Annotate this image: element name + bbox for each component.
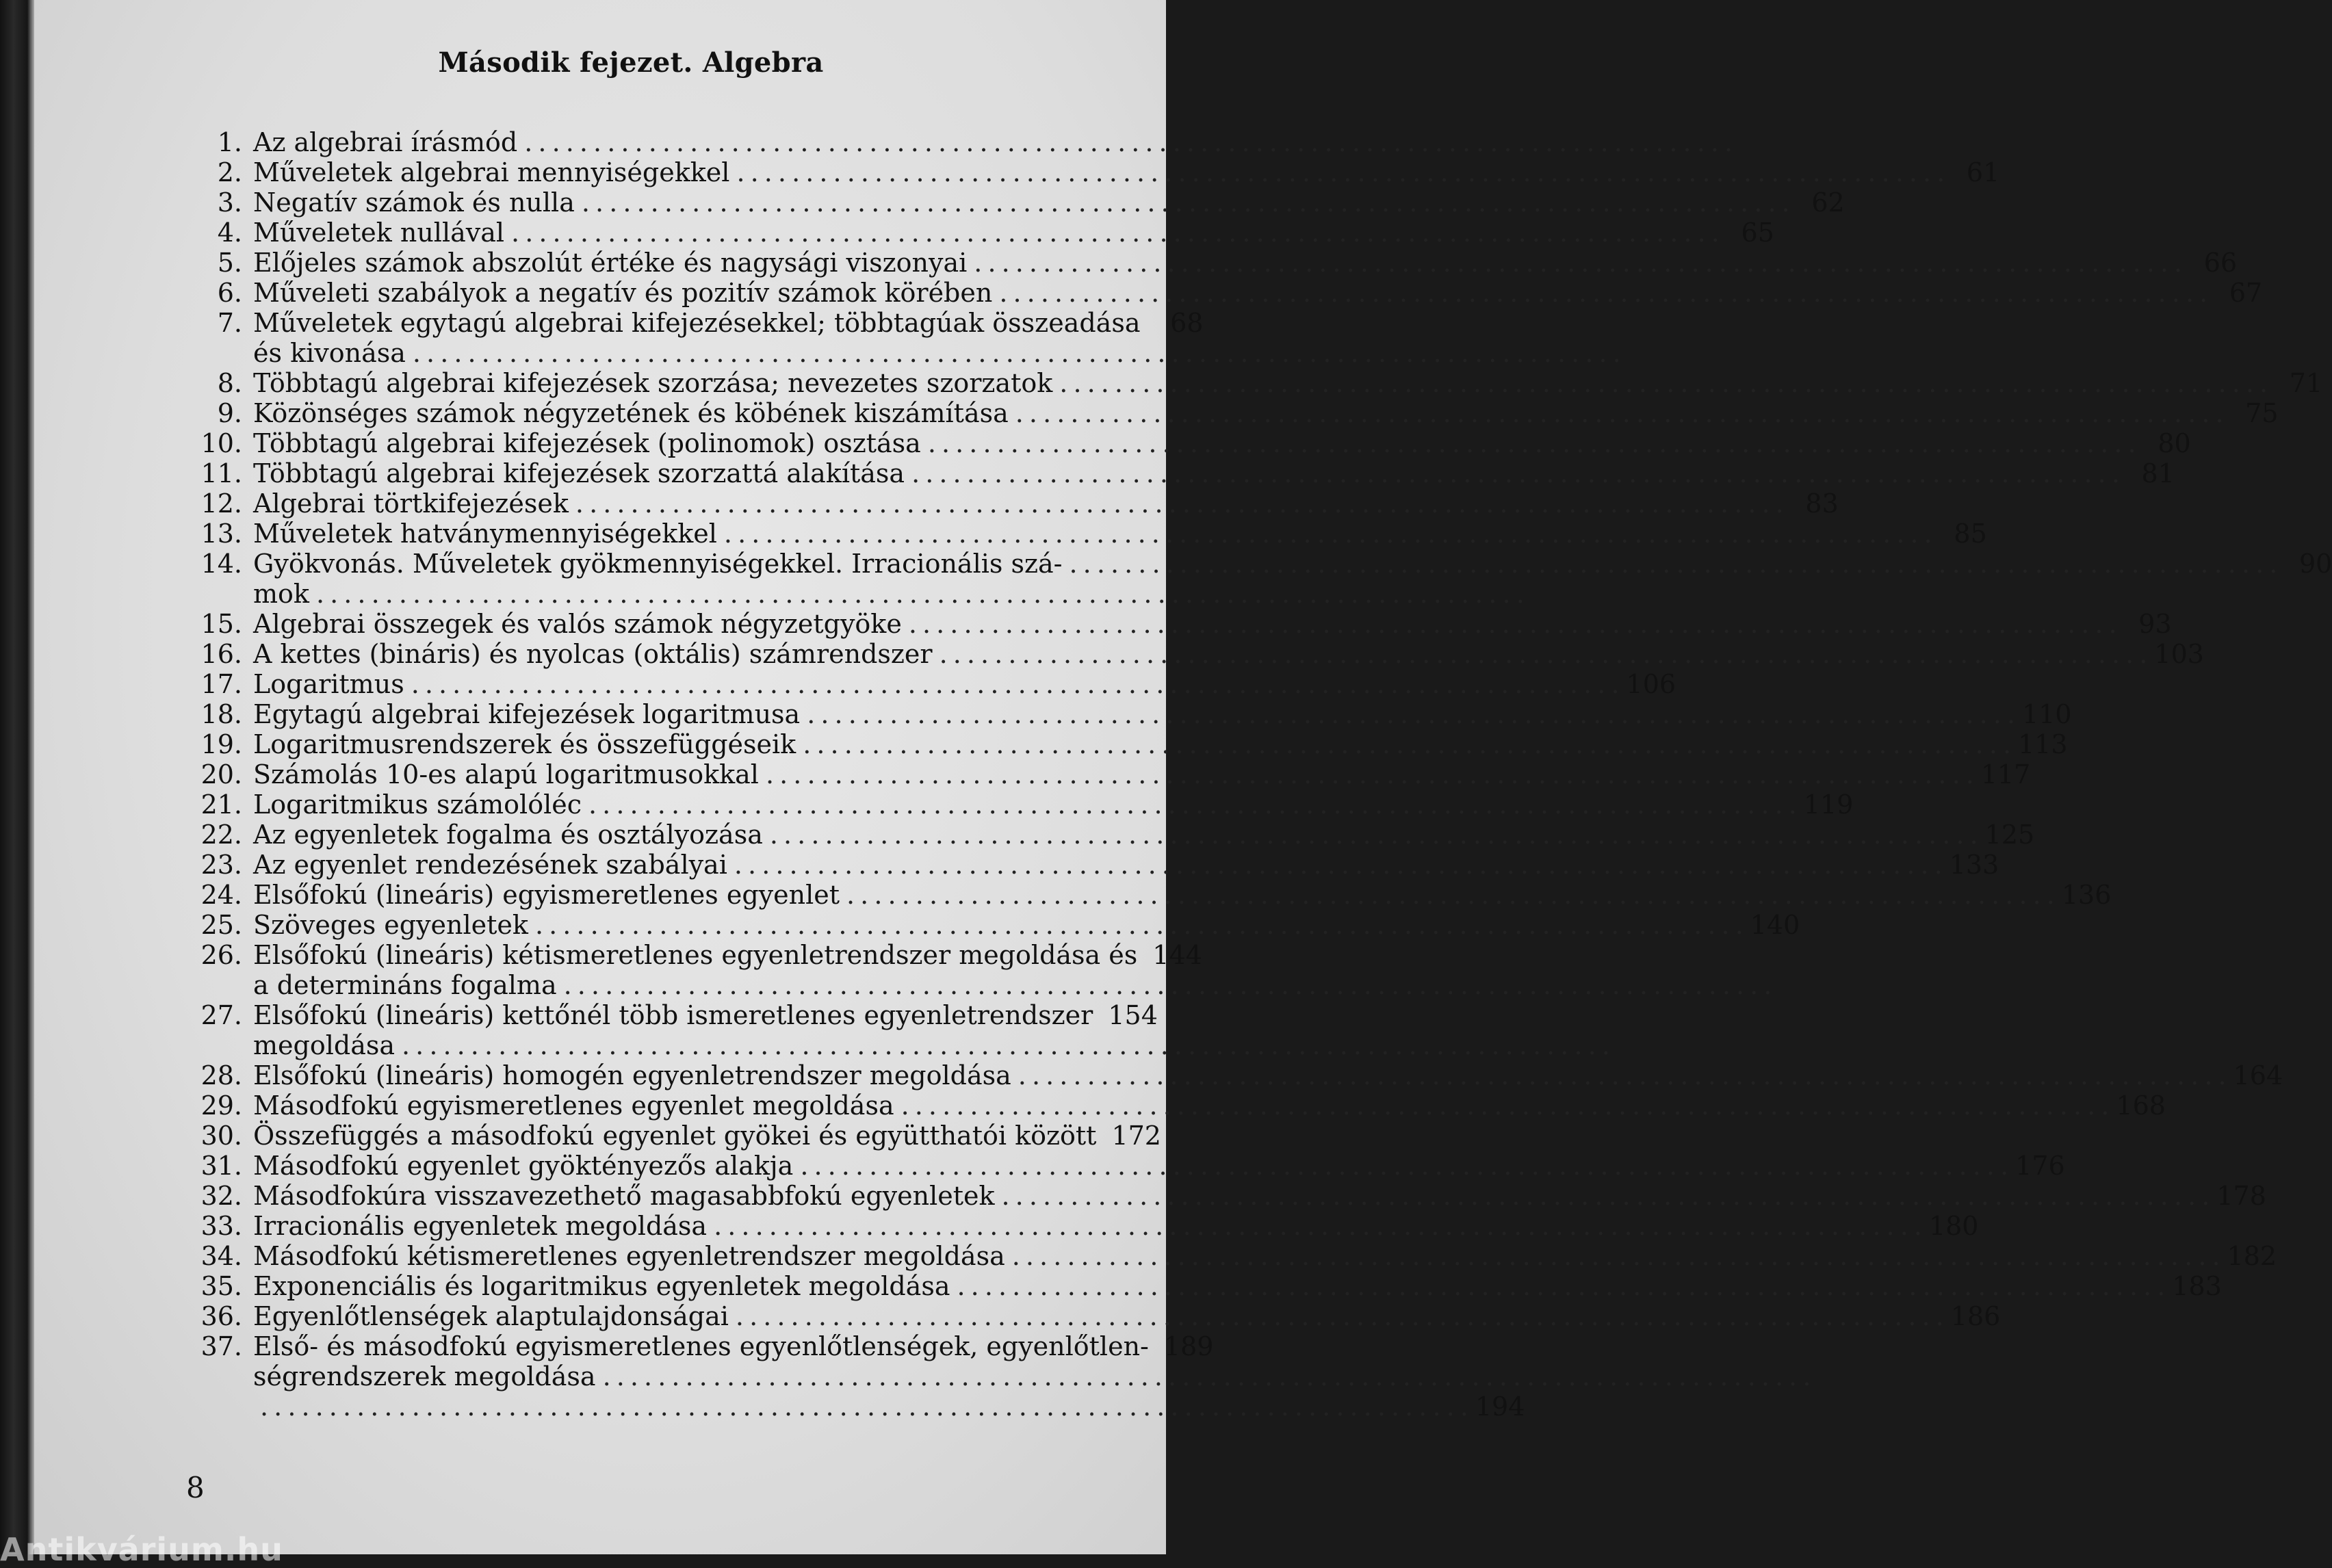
toc-entry-number: 31.	[200, 1151, 242, 1181]
toc-entry-number: 32.	[200, 1181, 242, 1211]
toc-entry	[178, 789, 1854, 820]
toc-entry	[178, 1121, 1161, 1151]
dot-leader	[846, 880, 2054, 910]
toc-entry-line	[178, 218, 1774, 248]
toc-entry	[178, 1090, 2166, 1121]
toc-entry-page: 194	[1475, 1391, 1525, 1422]
book-page	[34, 0, 2332, 1554]
watermark: Antikvárium.hu	[0, 1531, 283, 1568]
toc-entry	[178, 609, 2172, 639]
toc-entry-number: 22.	[200, 820, 242, 850]
dot-leader	[1002, 1181, 2209, 1211]
toc-entry-line	[178, 519, 1987, 549]
toc-entry-page: 90	[2298, 549, 2332, 579]
toc-entry-line	[178, 428, 2191, 458]
toc-entry-page: 140	[1750, 910, 1800, 940]
dot-leader	[974, 248, 2181, 278]
dot-leader	[564, 970, 1771, 1000]
toc-entry-page: 125	[1984, 820, 2035, 850]
toc-entry-line	[178, 1000, 1158, 1030]
toc-entry-title: Logaritmus	[253, 669, 404, 699]
toc-entry	[178, 278, 2263, 308]
toc-entry-line	[178, 1090, 2166, 1121]
toc-entry-line	[178, 1121, 1161, 1151]
toc-entry-number: 24.	[200, 880, 242, 910]
toc-entry-title: Számolás 10-es alapú logaritmusokkal	[253, 759, 759, 789]
toc-entry	[178, 669, 1676, 699]
page-number: 8	[186, 1471, 205, 1504]
dot-leader	[316, 579, 1523, 609]
toc-entry-number: 19.	[200, 729, 242, 759]
toc-entry	[178, 1271, 2222, 1301]
toc-entry-title: Műveleti szabályok a negatív és pozitív számok körében	[253, 278, 993, 308]
toc-entry-title: Másodfokúra visszavezethető magasabbfokú egyenletek	[253, 1181, 995, 1211]
toc-entry-number: 20.	[200, 759, 242, 789]
toc-entry-page: 80	[2158, 428, 2191, 458]
toc-entry	[178, 127, 1136, 157]
dot-leader	[999, 278, 2206, 308]
toc-entry-title: Első- és másodfokú egyismeretlenes egyenlőtlenségek, egyenlőtlen-	[253, 1331, 1149, 1361]
toc-entry-number: 27.	[200, 1000, 242, 1030]
toc-entry	[178, 218, 1774, 248]
toc-entry-page: 176	[2015, 1151, 2065, 1181]
toc-entry-number: 28.	[200, 1060, 242, 1090]
toc-entry-page: 180	[1928, 1211, 1979, 1241]
toc-entry-number: 3.	[217, 187, 242, 218]
dot-leader	[800, 1151, 2007, 1181]
toc-entry-page: 65	[1741, 218, 1774, 248]
toc-entry	[178, 910, 1800, 940]
toc-entry-line	[178, 1151, 2065, 1181]
toc-entry-title: Negatív számok és nulla	[253, 187, 575, 218]
toc-entry-continuation	[178, 1030, 1136, 1060]
toc-entry-continuation	[178, 970, 1136, 1000]
toc-entry-title-continuation: ségrendszerek megoldása	[253, 1361, 596, 1391]
toc-entry-title: Közönséges számok négyzetének és köbének kiszámítása	[253, 398, 1009, 428]
toc-entry-number: 37.	[200, 1331, 242, 1361]
toc-entry-page: 67	[2229, 278, 2263, 308]
toc-entry-number: 2.	[217, 157, 242, 187]
toc-entry-line	[178, 127, 1136, 157]
toc-entry	[178, 519, 1987, 549]
toc-entry-page: 117	[1980, 759, 2031, 789]
toc-entry	[178, 1391, 1525, 1422]
toc-entry-page: 103	[2154, 639, 2204, 669]
dot-leader	[402, 1030, 1609, 1060]
toc-entry-number: 36.	[200, 1301, 242, 1331]
dot-leader	[736, 1301, 1943, 1331]
dot-leader	[260, 1391, 1467, 1422]
toc-entry-number: 35.	[200, 1271, 242, 1301]
toc-entry-number: 18.	[200, 699, 242, 729]
toc-entry	[178, 398, 2279, 428]
toc-entry-number: 15.	[200, 609, 242, 639]
toc-entry	[178, 880, 2112, 910]
toc-entry-page: 168	[2116, 1090, 2166, 1121]
toc-entry-title: Elsőfokú (lineáris) egyismeretlenes egyenlet	[253, 880, 840, 910]
toc-entry-number: 11.	[200, 458, 242, 488]
toc-entry-number: 4.	[217, 218, 242, 248]
toc-entry-number: 8.	[217, 368, 242, 398]
dot-leader	[909, 609, 2116, 639]
toc-entry-title: Algebrai összegek és valós számok négyzetgyöke	[253, 609, 902, 639]
toc-entry-page: 66	[2203, 248, 2238, 278]
toc-entry-title: Gyökvonás. Műveletek gyökmennyiségekkel. Irracionális szá-	[253, 549, 1063, 579]
dot-leader	[940, 639, 2147, 669]
dot-leader	[736, 157, 1943, 187]
toc-entry-line	[178, 278, 2263, 308]
toc-entry-title: Algebrai törtkifejezések	[253, 488, 569, 519]
toc-entry-line	[178, 699, 2072, 729]
toc-entry	[178, 639, 2204, 669]
toc-entry-title: Az egyenletek fogalma és osztályozása	[253, 820, 763, 850]
dot-leader	[724, 519, 1931, 549]
toc-entry-title: Többtagú algebrai kifejezések szorzása; nevezetes szorzatok	[253, 368, 1053, 398]
toc-entry-line	[178, 940, 1202, 970]
toc-entry-title: Műveletek egytagú algebrai kifejezésekkel; többtagúak összeadása	[253, 308, 1141, 338]
toc-entry-page: 106	[1626, 669, 1676, 699]
dot-leader	[901, 1090, 2108, 1121]
toc-entry-continuation	[178, 1361, 1136, 1391]
dot-leader	[714, 1211, 1921, 1241]
dot-leader	[575, 488, 1783, 519]
toc-entry-title: Irracionális egyenletek megoldása	[253, 1211, 708, 1241]
toc-entry-title: Elsőfokú (lineáris) homogén egyenletrendszer megoldása	[253, 1060, 1011, 1090]
toc-entry	[178, 820, 2035, 850]
toc-entry-number: 29.	[200, 1090, 242, 1121]
toc-entry-line	[178, 308, 1204, 338]
toc-entry-line	[178, 1181, 2266, 1211]
toc-entry-title: Elsőfokú (lineáris) kétismeretlenes egyenletrendszer megoldása és	[253, 940, 1138, 970]
toc-entry-line	[178, 850, 1999, 880]
dot-leader	[1015, 398, 2223, 428]
toc-entry-title: Elsőfokú (lineáris) kettőnél több ismeretlenes egyenletrendszer	[253, 1000, 1093, 1030]
dot-leader	[511, 218, 1718, 248]
toc-entry-title: Összefüggés a másodfokú egyenlet gyökei és együtthatói között	[253, 1121, 1097, 1151]
toc-entry-title: Műveletek nullával	[253, 218, 505, 248]
toc-entry	[178, 488, 1839, 519]
toc-entry-line	[178, 729, 2068, 759]
dot-leader	[535, 910, 1742, 940]
toc-entry-title-continuation: és kivonása	[253, 338, 406, 368]
toc-entry-line	[178, 398, 2279, 428]
toc-entry-line	[178, 488, 1839, 519]
toc-entry-line	[178, 1271, 2222, 1301]
toc-entry-page: 81	[2141, 458, 2175, 488]
toc-entry-title: Másodfokú egyenlet gyöktényezős alakja	[253, 1151, 794, 1181]
toc-entry-title: Másodfokú kétismeretlenes egyenletrendszer megoldása	[253, 1241, 1005, 1271]
dot-leader	[603, 1361, 1810, 1391]
toc-entry-title: Logaritmikus számolóléc	[253, 789, 582, 820]
toc-entry-title: Szöveges egyenletek	[253, 910, 528, 940]
toc-entry-title: Egyenlőtlenségek alaptulajdonságai	[253, 1301, 729, 1331]
toc-entry-number: 33.	[200, 1211, 242, 1241]
toc-entry-line	[178, 549, 2332, 579]
toc-entry-number: 16.	[200, 639, 242, 669]
toc-entry	[178, 850, 1999, 880]
toc-entry	[178, 1060, 2283, 1090]
toc-entry-line	[178, 248, 2238, 278]
dot-leader	[911, 458, 2119, 488]
toc-entry	[178, 759, 2031, 789]
toc-entry-continuation	[178, 338, 1136, 368]
toc-entry-title: Logaritmusrendszerek és összefüggéseik	[253, 729, 796, 759]
toc-entry-title-continuation: a determináns fogalma	[253, 970, 557, 1000]
toc-entry-number: 13.	[200, 519, 242, 549]
toc-entry-title: Egytagú algebrai kifejezések logaritmusa	[253, 699, 801, 729]
toc-entry-number: 17.	[200, 669, 242, 699]
dot-leader	[803, 729, 2010, 759]
toc-entry-line	[178, 669, 1676, 699]
toc-entry-title: Exponenciális és logaritmikus egyenletek megoldása	[253, 1271, 950, 1301]
toc-entry-page: 110	[2022, 699, 2072, 729]
toc-entry-line	[178, 1331, 1214, 1361]
toc-entry-page: 133	[1949, 850, 1999, 880]
toc-entry	[178, 428, 2191, 458]
dot-leader	[734, 850, 1941, 880]
dot-leader	[413, 338, 1620, 368]
toc-entry	[178, 1301, 2001, 1331]
toc-entry	[178, 1000, 1158, 1060]
dot-leader	[1059, 368, 2266, 398]
toc-entry	[178, 1151, 2065, 1181]
toc-entry-number: 12.	[200, 488, 242, 519]
toc-entry-number: 26.	[200, 940, 242, 970]
toc-entry-page: 75	[2245, 398, 2279, 428]
toc-entry	[178, 699, 2072, 729]
toc-entry-title-continuation: megoldása	[253, 1030, 396, 1060]
toc-entry-line	[178, 1391, 1525, 1422]
toc-entry-page: 189	[1163, 1331, 1214, 1361]
toc-entry-page: 172	[1111, 1121, 1161, 1151]
table-of-contents	[178, 127, 2332, 1422]
toc-entry	[178, 187, 1845, 218]
dot-leader	[588, 789, 1796, 820]
toc-entry-line	[178, 187, 1845, 218]
toc-entry-page: 68	[1170, 308, 1204, 338]
toc-entry	[178, 729, 2068, 759]
toc-entry-page: 85	[1954, 519, 1987, 549]
toc-entry	[178, 458, 2175, 488]
toc-entry-line	[178, 1241, 2277, 1271]
toc-entry-page: 154	[1108, 1000, 1158, 1030]
toc-entry-number: 10.	[200, 428, 242, 458]
dot-leader	[807, 699, 2014, 729]
toc-entry-number: 14.	[200, 549, 242, 579]
toc-entry	[178, 549, 2332, 609]
toc-entry-line	[178, 157, 2000, 187]
toc-entry	[178, 157, 2000, 187]
dot-leader	[1070, 549, 2277, 579]
dot-leader	[1018, 1060, 2225, 1090]
toc-entry	[178, 1241, 2277, 1271]
chapter-heading: Második fejezet. Algebra	[438, 47, 824, 79]
toc-entry	[178, 308, 1204, 368]
toc-entry-line	[178, 1211, 1979, 1241]
toc-entry-page: 186	[1950, 1301, 2001, 1331]
toc-entry-page: 113	[2018, 729, 2068, 759]
toc-entry-number: 30.	[200, 1121, 242, 1151]
toc-entry-page: 144	[1152, 940, 1202, 970]
dot-leader	[766, 759, 1973, 789]
toc-entry-line	[178, 458, 2175, 488]
toc-entry-page: 178	[2216, 1181, 2266, 1211]
dot-leader	[770, 820, 1977, 850]
toc-entry-line	[178, 368, 2323, 398]
toc-entry-number: 6.	[217, 278, 242, 308]
toc-entry-title: Az algebrai írásmód	[253, 127, 518, 157]
toc-entry-page: 183	[2172, 1271, 2222, 1301]
toc-entry-number: 21.	[200, 789, 242, 820]
toc-entry	[178, 1181, 2266, 1211]
toc-entry-page: 93	[2138, 609, 2172, 639]
toc-entry-page: 119	[1803, 789, 1854, 820]
dot-leader	[582, 187, 1789, 218]
toc-entry-continuation	[178, 579, 1136, 609]
toc-entry-line	[178, 609, 2172, 639]
toc-entry	[178, 248, 2238, 278]
toc-entry-page: 182	[2227, 1241, 2277, 1271]
toc-entry-title: Többtagú algebrai kifejezések (polinomok) osztása	[253, 428, 921, 458]
toc-entry-title: A kettes (bináris) és nyolcas (oktális) számrendszer	[253, 639, 933, 669]
toc-entry-line	[178, 1060, 2283, 1090]
toc-entry-number: 25.	[200, 910, 242, 940]
toc-entry-title-continuation: mok	[253, 579, 309, 609]
toc-entry-line	[178, 1301, 2001, 1331]
toc-entry-page: 136	[2061, 880, 2112, 910]
toc-entry-line	[178, 639, 2204, 669]
toc-entry	[178, 1331, 1214, 1391]
dot-leader	[928, 428, 2135, 458]
dot-leader	[524, 127, 1731, 157]
toc-entry	[178, 368, 2323, 398]
toc-entry-number: 5.	[217, 248, 242, 278]
toc-entry-number: 1.	[217, 127, 242, 157]
toc-entry-title: Műveletek hatványmennyiségekkel	[253, 519, 717, 549]
dot-leader	[1012, 1241, 2219, 1271]
toc-entry-number: 7.	[217, 308, 242, 338]
toc-entry-number: 23.	[200, 850, 242, 880]
toc-entry-page: 164	[2233, 1060, 2283, 1090]
toc-entry-title: Műveletek algebrai mennyiségekkel	[253, 157, 730, 187]
toc-entry-line	[178, 880, 2112, 910]
dot-leader	[411, 669, 1618, 699]
toc-entry-line	[178, 910, 1800, 940]
toc-entry-title: Másodfokú egyismeretlenes egyenlet megoldása	[253, 1090, 894, 1121]
toc-entry-line	[178, 820, 2035, 850]
toc-entry-title: Többtagú algebrai kifejezések szorzattá alakítása	[253, 458, 905, 488]
toc-entry-line	[178, 789, 1854, 820]
toc-entry-title: Előjeles számok abszolút értéke és nagysági viszonyai	[253, 248, 968, 278]
toc-entry	[178, 1211, 1979, 1241]
toc-entry-number: 34.	[200, 1241, 242, 1271]
toc-entry-page: 61	[1966, 157, 2000, 187]
toc-entry-number: 9.	[217, 398, 242, 428]
toc-entry-line	[178, 759, 2031, 789]
toc-entry-page: 71	[2289, 368, 2323, 398]
toc-entry-page: 62	[1811, 187, 1845, 218]
toc-entry	[178, 940, 1202, 1000]
dot-leader	[957, 1271, 2164, 1301]
toc-entry-page: 83	[1805, 488, 1839, 519]
toc-entry-title: Az egyenlet rendezésének szabályai	[253, 850, 727, 880]
